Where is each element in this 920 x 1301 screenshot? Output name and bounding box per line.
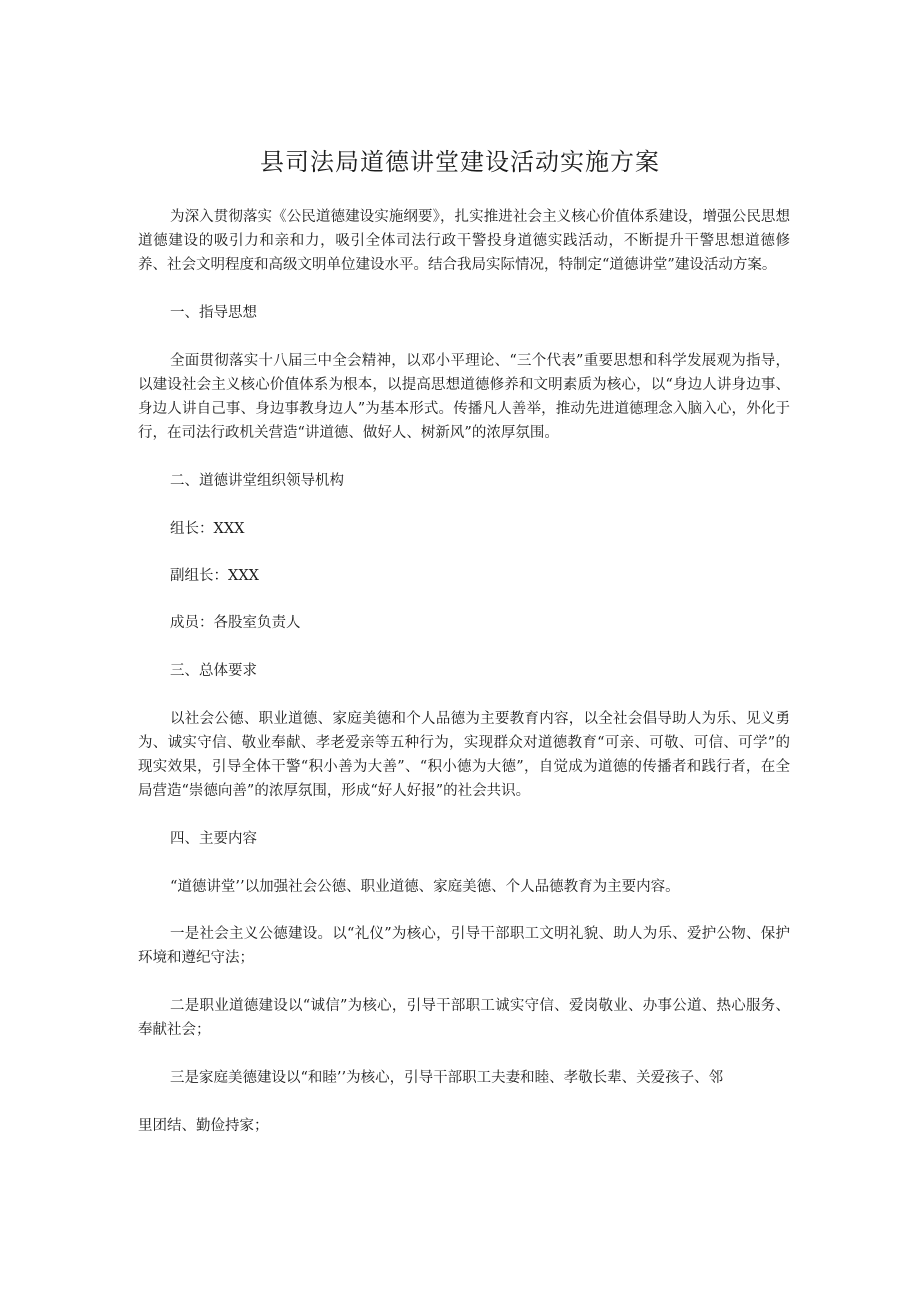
section-heading-main-content: 四、主要内容 [170,831,257,847]
deputy-leader-line: 副组长：XXX [170,568,259,584]
section-heading-leadership: 二、道德讲堂组织领导机构 [170,473,344,489]
members-line: 成员：各股室负责人 [170,615,301,631]
document-title: 县司法局道德讲堂建设活动实施方案 [260,148,660,176]
main-content-intro: “道德讲堂’’以加强社会公德、职业道德、家庭美德、个人品德教育为主要内容。 [170,879,680,895]
section-heading-guiding-thought: 一、指导思想 [170,305,257,321]
intro-paragraph: 为深入贯彻落实《公民道德建设实施纲要》，扎实推进社会主义核心价值体系建设，增强公民思想道德建设的吸引力和亲和力，吸引全体司法行政干警投身道德实践活动，不断提升干警思想道德修养、社会文明程度和高级文明单位建设水平。结合我局实际情况，特制定“道德讲堂”建设活动方案。 [138,209,790,273]
leader-line: 组长：XXX [170,521,245,537]
section-heading-requirements: 三、总体要求 [170,663,257,679]
content-item-family-virtue-line1: 三是家庭美德建设以“和睦’’为核心，引导干部职工夫妻和睦、孝敬长辈、关爱孩子、邻 [170,1070,724,1086]
content-item-family-virtue-line2: 里团结、勤俭持家； [138,1118,269,1134]
requirements-paragraph: 以社会公德、职业道德、家庭美德和个人品德为主要教育内容，以全社会倡导助人为乐、见义勇为、诚实守信、敬业奉献、孝老爱亲等五种行为，实现群众对道德教育“可亲、可敬、可信、可学”的现实效果，引导全体干警“积小善为大善”、“积小德为大德”，自觉成为道德的传播者和践行者，在全局营造“崇德向善”的浓厚氛围，形成“好人好报”的社会共识。 [138,711,790,799]
guiding-thought-paragraph: 全面贯彻落实十八届三中全会精神，以邓小平理论、“三个代表”重要思想和科学发展观为指导，以建设社会主义核心价值体系为根本，以提高思想道德修养和文明素质为核心，以“身边人讲身边事、身边人讲自己事、身边事教身边人”为基本形式。传播凡人善举，推动先进道德理念入脑入心，外化于行，在司法行政机关营造“讲道德、做好人、树新风”的浓厚氛围。 [138,353,790,441]
content-item-professional-ethics: 二是职业道德建设以“诚信”为核心，引导干部职工诚实守信、爱岗敬业、办事公道、热心服务、奉献社会； [138,998,790,1038]
content-item-public-morality: 一是社会主义公德建设。以“礼仪”为核心，引导干部职工文明礼貌、助人为乐、爱护公物、保护环境和遵纪守法； [138,926,790,966]
